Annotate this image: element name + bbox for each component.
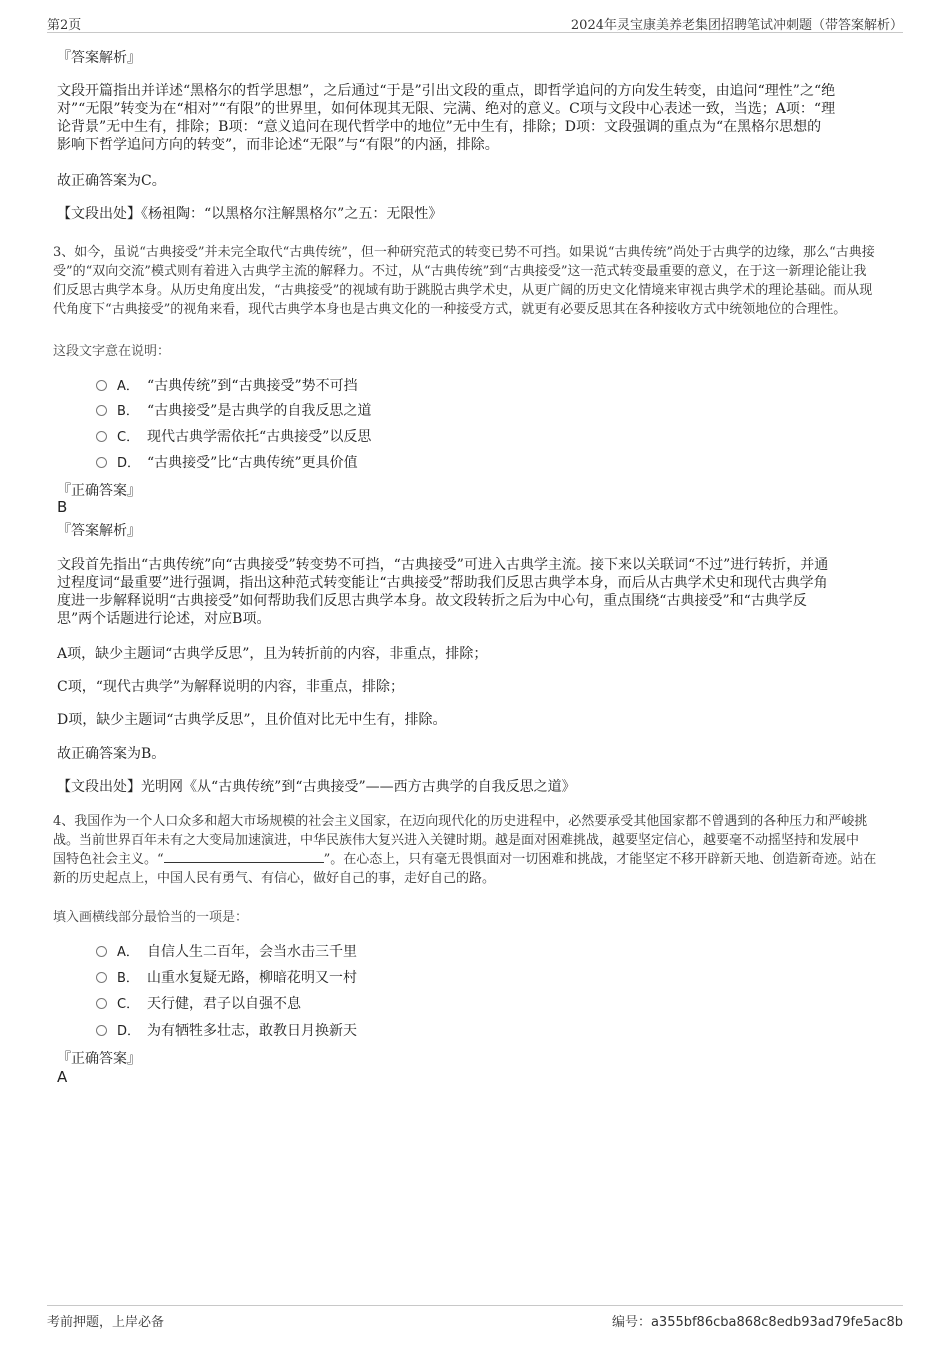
q4-option-d[interactable]: D． 为有牺牲多壮志，敢教日月换新天 [96, 1020, 357, 1040]
page-footer [47, 1305, 903, 1330]
q3-note-d: D项，缺少主题词“古典学反思”，且价值对比无中生有，排除。 [57, 712, 447, 728]
q4-option-b[interactable]: B． 山重水复疑无路，柳暗花明又一村 [96, 967, 357, 987]
q3-option-a[interactable]: A． “古典传统”到“古典接受”势不可挡 [96, 375, 358, 395]
q3-conclusion: 故正确答案为B。 [57, 746, 166, 762]
prev-source: 【文段出处】《杨祖陶：“以黑格尔注解黑格尔”之五：无限性》 [57, 206, 443, 222]
q3-analysis-text: 文段首先指出“古典传统”向“古典接受”转变势不可挡，“古典接受”可进入古典学主流。接下来以关联词“不过”进行转折，并通 过程度词“最重要”进行强调，指出这种范式转变能让“古典接受”帮助我们反思古典学本身，而后从古典学术史和现代古典学角 度进一步解释说明“古典接受”如何帮助我们反思古典学本身。故文段转折之后为中心句，重点围绕“古典接受”和“古典学反 思”两个话题进行论述，对应B项。 [57, 557, 829, 627]
q3-note-a: A项，缺少主题词“古典学反思”，且为转折前的内容，非重点，排除； [57, 646, 488, 662]
fill-in-blank [164, 850, 324, 863]
q3-option-d[interactable]: D． “古典接受”比“古典传统”更具价值 [96, 452, 358, 472]
radio-button[interactable] [96, 998, 107, 1009]
radio-button[interactable] [96, 380, 107, 391]
radio-button[interactable] [96, 405, 107, 416]
radio-button[interactable] [96, 946, 107, 957]
q3-answer-label: 『正确答案』 [57, 483, 141, 499]
document-title: 2024年灵宝康美养老集团招聘笔试冲刺题（带答案解析） [570, 18, 903, 33]
q3-answer: B [57, 498, 68, 516]
radio-button[interactable] [96, 1025, 107, 1036]
page-number: 第2页 [47, 18, 82, 33]
page-header [47, 12, 903, 33]
prev-conclusion: 故正确答案为C。 [57, 173, 166, 189]
q3-option-b[interactable]: B． “古典接受”是古典学的自我反思之道 [96, 400, 371, 420]
prev-analysis-text: 文段开篇指出并详述“黑格尔的哲学思想”，之后通过“于是”引出文段的重点，即哲学追问的方向发生转变，由追问“理性”之“绝 对”“无限”转变为在“相对”“有限”的世界里，如何体现其无限、完满、绝对的意义。C项与文段中心表述一致，当选；A项：“理 论背景”无中生有，排除；B项：“意义追问在现代哲学中的地位”无中生有，排除；D项：文段强调的重点为“在黑格尔思想的 影响下哲学追问方向的转变”，而非论述“无限”与“有限”的内涵，排除。 [57, 83, 836, 153]
q3-option-c[interactable]: C． 现代古典学需依托“古典接受”以反思 [96, 426, 371, 446]
q4-answer-label: 『正确答案』 [57, 1051, 141, 1067]
q4-prompt: 填入画横线部分最恰当的一项是： [53, 910, 249, 925]
prev-analysis-label: 『答案解析』 [57, 50, 141, 66]
q3-question-text: 3、如今，虽说“古典接受”并未完全取代“古典传统”，但一种研究范式的转变已势不可挡。如果说“古典传统”尚处于古典学的边缘，那么“古典接 受”的“双向交流”模式则有着进入古典学主流的解释力。不过，从“古典传统”到“古典接受”这一范式转变最重要的意义，在于这一新理论能让我 们反思古典学本身。从历史角度出发，“古典接受”的视域有助于跳脱古典学术史，从更广阔的历史文化情境来审视古典学术的理论基础。而从现 代角度下“古典接受”的视角来看，现代古典学本身也是古典文化的一种接受方式，就更有必要反思其在各种接收方式中统领地位的合理性。 [53, 245, 875, 317]
radio-button[interactable] [96, 431, 107, 442]
q3-prompt: 这段文字意在说明： [53, 344, 171, 359]
radio-button[interactable] [96, 457, 107, 468]
q3-note-c: C项，“现代古典学”为解释说明的内容，非重点，排除； [57, 679, 405, 695]
document-code: 编号：a355bf86cba868c8edb93ad79fe5ac8b [611, 1315, 903, 1330]
q3-analysis-label: 『答案解析』 [57, 523, 141, 539]
footer-slogan: 考前押题，上岸必备 [47, 1315, 165, 1330]
radio-button[interactable] [96, 972, 107, 983]
q4-option-c[interactable]: C． 天行健，君子以自强不息 [96, 993, 301, 1013]
q4-answer: A [57, 1068, 68, 1086]
q4-option-a[interactable]: A． 自信人生二百年，会当水击三千里 [96, 941, 357, 961]
q3-source: 【文段出处】光明网《从“古典传统”到“古典接受”——西方古典学的自我反思之道》 [57, 779, 576, 795]
q4-question-text: 4、我国作为一个人口众多和超大市场规模的社会主义国家，在迈向现代化的历史进程中，必然要承受其他国家都不曾遇到的各种压力和严峻挑 战。当前世界百年未有之大变局加速演进，中华民族伟大复兴进入关键时期。越是面对困难挑战，越要坚定信心，越要毫不动摇坚持和发展中 国特色社会主义。“ ”。在心态上，只有毫无畏惧面对一切困难和挑战，才能坚定不移开辟新天地、创造新奇迹。站在 新的历史起点上，中国人民有勇气、有信心，做好自己的事，走好自己的路。 [53, 814, 877, 886]
